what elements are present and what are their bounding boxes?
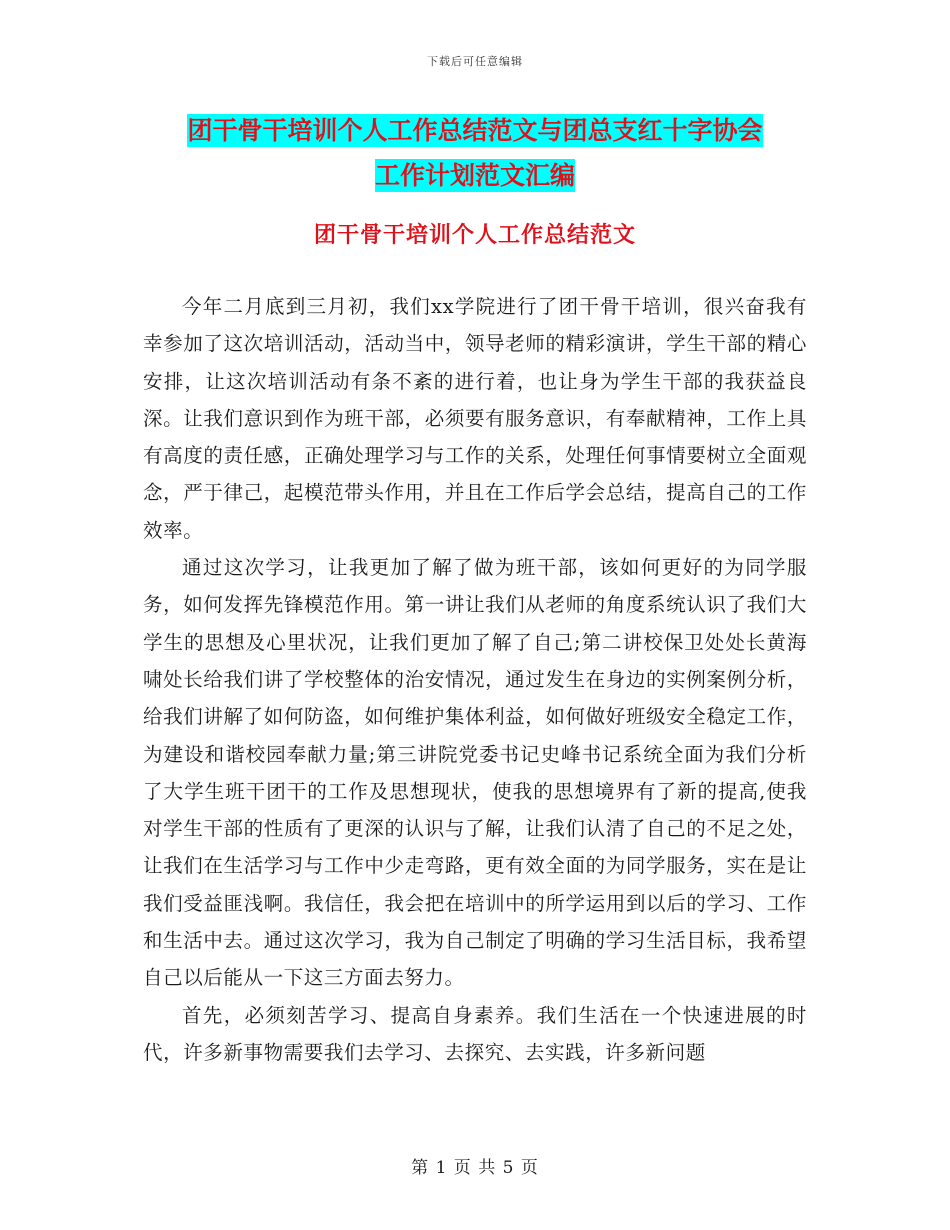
header-note: 下载后可任意编辑	[427, 55, 523, 68]
title-highlight-1: 团干骨干培训个人工作总结范文与团总支红十字协会	[187, 116, 763, 145]
document-title-line-2	[0, 153, 950, 198]
document-title-line-1	[0, 108, 950, 153]
paragraph-1: 今年二月底到三月初，我们xx学院进行了团干骨干培训，很兴奋我有幸参加了这次培训活动，活动当中，领导老师的精彩演讲，学生干部的精心安排，让这次培训活动有条不紊的进行着，也让身为学生干部的我获益良深。让我们意识到作为班干部，必须要有服务意识，有奉献精神，工作上具有高度的责任感，正确处理学习与工作的关系，处理任何事情要树立全面观念，严于律己，起模范带头作用，并且在工作后学会总结，提高自己的工作效率。	[143, 295, 807, 542]
paragraph-3: 首先，必须刻苦学习、提高自身素养。我们生活在一个快速进展的时代，许多新事物需要我们去学习、去探究、去实践，许多新问题	[143, 1003, 807, 1064]
document-title	[0, 108, 950, 198]
paragraph-2: 通过这次学习，让我更加了解了做为班干部，该如何更好的为同学服务，如何发挥先锋模范作用。第一讲让我们从老师的角度系统认识了我们大学生的思想及心里状况，让我们更加了解了自己;第二讲校保卫处处长黄海啸处长给我们讲了学校整体的治安情况，通过发生在身边的实例案例分析，给我们讲解了如何防盗，如何维护集体利益，如何做好班级安全稳定工作，为建设和谐校园奉献力量;第三讲院党委书记史峰书记系统全面为我们分析了大学生班干团干的工作及思想现状，使我的思想境界有了新的提高,使我对学生干部的性质有了更深的认识与了解，让我们认清了自己的不足之处，让我们在生活学习与工作中少走弯路，更有效全面的为同学服务，实在是让我们受益匪浅啊。我信任，我会把在培训中的所学运用到以后的学习、工作和生活中去。通过这次学习，我为自己制定了明确的学习生活目标，我希望自己以后能从一下这三方面去努力。	[143, 556, 807, 990]
section-title: 团干骨干培训个人工作总结范文	[313, 223, 636, 248]
body-text	[143, 288, 807, 1071]
title-highlight-2: 工作计划范文汇编	[374, 161, 575, 190]
page-number: 第 1 页 共 5 页	[411, 1158, 539, 1178]
